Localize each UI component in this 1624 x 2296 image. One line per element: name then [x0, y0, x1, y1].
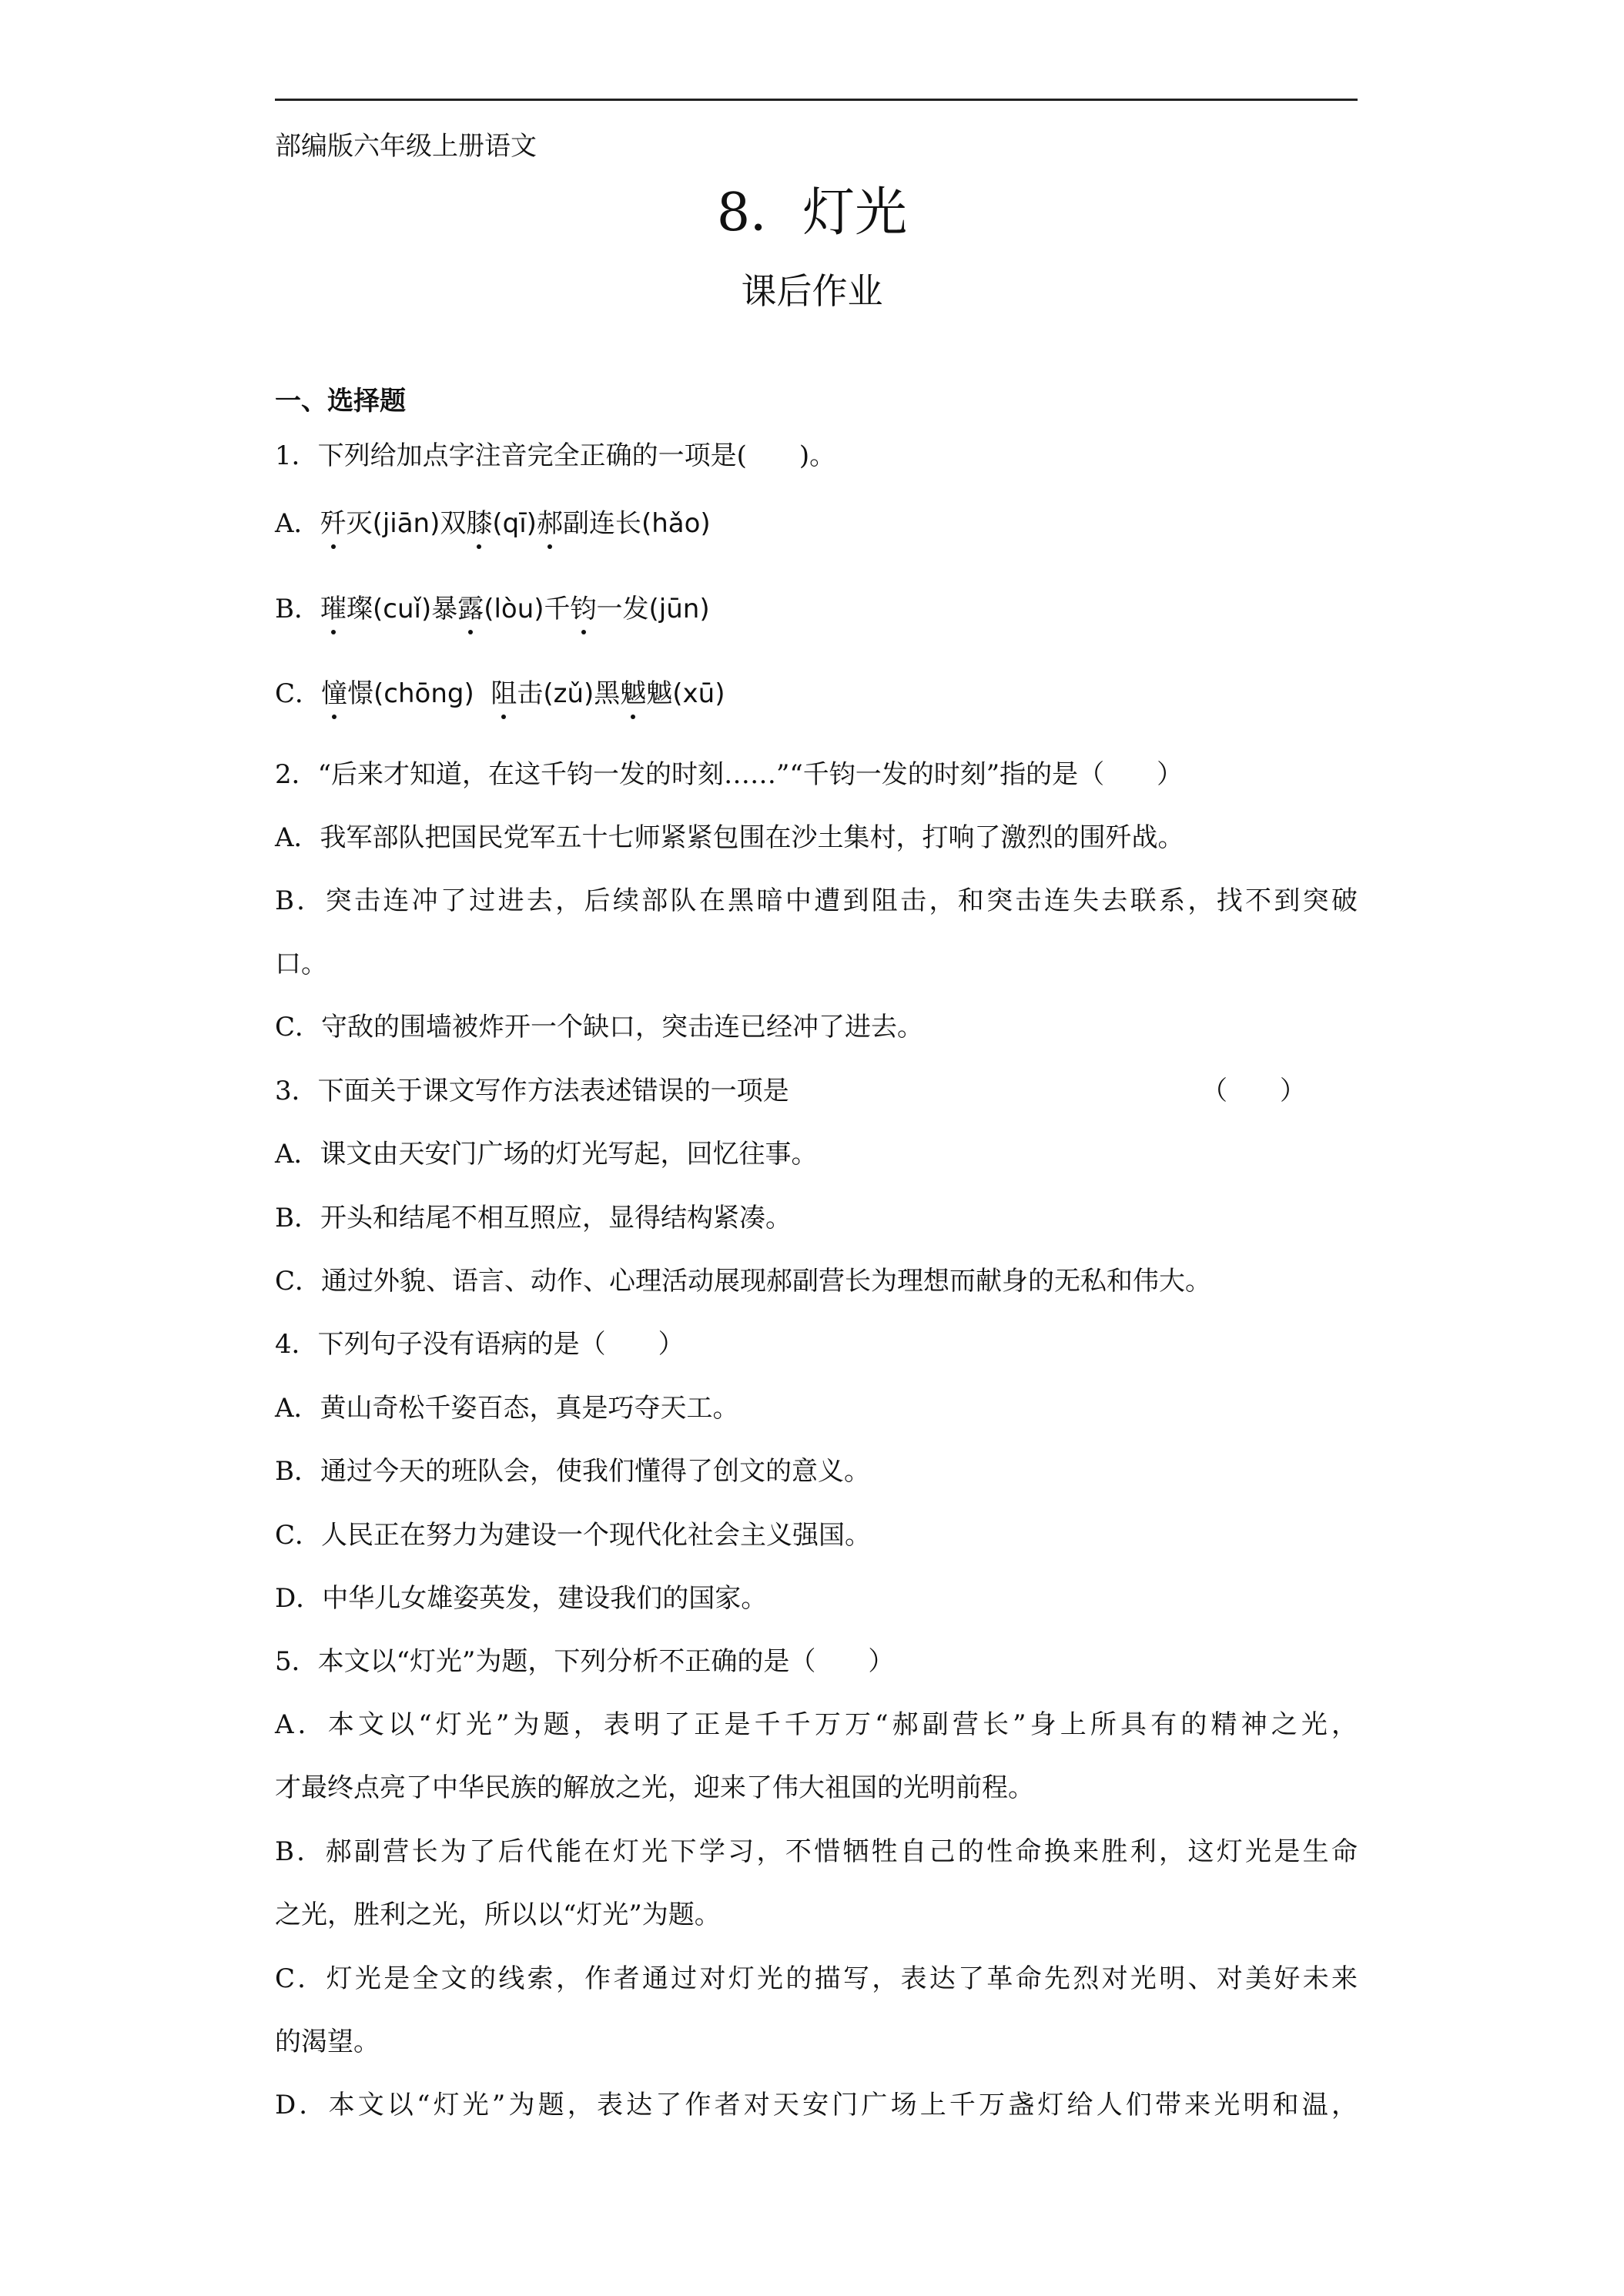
q1c-char-dotted: 阻 [491, 674, 517, 713]
q1b-char-dotted: 钧 [571, 590, 597, 628]
q1a-char: 副连长 [562, 508, 641, 539]
q1b-char: 一发 [596, 594, 649, 624]
title-text: 8．灯光 [716, 182, 908, 243]
q5-option-a-line1: A．本文以“灯光”为题，表明了正是千千万万“郝副营长”身上所具有的精神之光， [275, 1709, 1358, 1740]
q5-option-d-line1: D．本文以“灯光”为题，表达了作者对天安门广场上千万盏灯给人们带来光明和温， [275, 2090, 1358, 2120]
q1-option-c [275, 674, 725, 713]
q1b-char-dotted: 露 [457, 590, 484, 628]
q4-stem: 4．下列句子没有语病的是（ ） [275, 1329, 685, 1360]
q1c-char: 黑 [594, 678, 621, 709]
q3-option-b: B．开头和结尾不相互照应，显得结构紧凑。 [275, 1203, 792, 1233]
q1c-gap [474, 678, 491, 709]
q4-option-d: D．中华儿女雄姿英发，建设我们的国家。 [275, 1583, 768, 1614]
q1a-char: 灭 [346, 508, 373, 539]
q4-option-b: B．通过今天的班队会，使我们懂得了创文的意义。 [275, 1456, 870, 1487]
q2-option-c: C．守敌的围墙被炸开一个缺口，突击连已经冲了进去。 [275, 1012, 924, 1043]
q1b-pinyin-2: (lòu) [484, 594, 544, 624]
q4-option-c: C．人民正在努力为建设一个现代化社会主义强国。 [275, 1520, 872, 1551]
q3-option-a: A．课文由天安门广场的灯光写起，回忆往事。 [275, 1139, 818, 1170]
q1b-char: 千 [544, 594, 571, 624]
q1-option-a [275, 504, 711, 543]
q1b-char-dotted: 璀 [320, 590, 347, 628]
q1b-pinyin-3: (jūn) [648, 594, 710, 624]
q1c-char: 憬 [347, 678, 374, 709]
q5-option-c-line2: 的渴望。 [275, 2027, 380, 2057]
q1-stem: 1．下列给加点字注音完全正确的一项是( )。 [275, 440, 836, 471]
q1c-label: C． [275, 678, 322, 709]
q5-option-b-line2: 之光，胜利之光，所以以“灯光”为题。 [275, 1899, 721, 1930]
q2-option-a: A．我军部队把国民党军五十七师紧紧包围在沙土集村，打响了激烈的围歼战。 [275, 822, 1184, 853]
q2-option-b-line2: 口。 [275, 949, 327, 979]
q1c-pinyin-2: (zǔ) [543, 678, 594, 709]
section-heading-choice: 一、选择题 [275, 386, 406, 417]
q2-option-b-line1: B．突击连冲了过进去，后续部队在黑暗中遭到阻击，和突击连失去联系，找不到突破 [275, 885, 1358, 916]
q1b-pinyin-1: (cuǐ) [373, 594, 432, 624]
q1a-char-dotted: 膝 [466, 504, 492, 543]
q1-option-b [275, 590, 710, 628]
q4-option-a: A．黄山奇松千姿百态，真是巧夺天工。 [275, 1393, 739, 1424]
q5-option-c-line1: C．灯光是全文的线索，作者通过对灯光的描写，表达了革命先烈对光明、对美好未来 [275, 1963, 1358, 1994]
q5-stem: 5．本文以“灯光”为题，下列分析不正确的是（ ） [275, 1646, 895, 1677]
q1c-char-dotted: 魆 [620, 674, 646, 713]
q1b-label: B． [275, 594, 320, 624]
q1a-char: 双 [440, 508, 467, 539]
q1a-pinyin-3: (hǎo) [641, 508, 711, 539]
q1b-char: 璨 [347, 594, 373, 624]
q3-option-c: C．通过外貌、语言、动作、心理活动展现郝副营长为理想而献身的无私和伟大。 [275, 1266, 1212, 1297]
q1a-pinyin-2: (qī) [492, 508, 537, 539]
q3-stem: 3．下面关于课文写作方法表述错误的一项是 [275, 1076, 789, 1106]
q1c-pinyin-1: (chōng) [373, 678, 474, 709]
q3-answer-paren: （ ） [1201, 1076, 1306, 1106]
header-rule [275, 99, 1358, 101]
subject-label: 部编版六年级上册语文 [275, 131, 537, 162]
q1c-pinyin-3: (xū) [672, 678, 725, 709]
q2-stem: 2．“后来才知道，在这千钧一发的时刻……”“千钧一发的时刻”指的是（ ） [275, 759, 1184, 790]
q1a-label: A． [275, 508, 320, 539]
q1b-char: 暴 [431, 594, 458, 624]
q1a-char-dotted: 郝 [537, 504, 563, 543]
q1c-char: 魆 [646, 678, 673, 709]
q5-option-b-line1: B．郝副营长为了后代能在灯光下学习，不惜牺牲自己的性命换来胜利，这灯光是生命 [275, 1836, 1358, 1867]
q5-option-a-line2: 才最终点亮了中华民族的解放之光，迎来了伟大祖国的光明前程。 [275, 1772, 1034, 1803]
page-subtitle: 课后作业 [741, 270, 883, 312]
q1c-char: 击 [517, 678, 544, 709]
q1c-char-dotted: 憧 [321, 674, 347, 713]
q1a-pinyin-1: (jiān) [372, 508, 440, 539]
q1a-char-dotted: 歼 [320, 504, 347, 543]
page-title [0, 179, 1624, 248]
